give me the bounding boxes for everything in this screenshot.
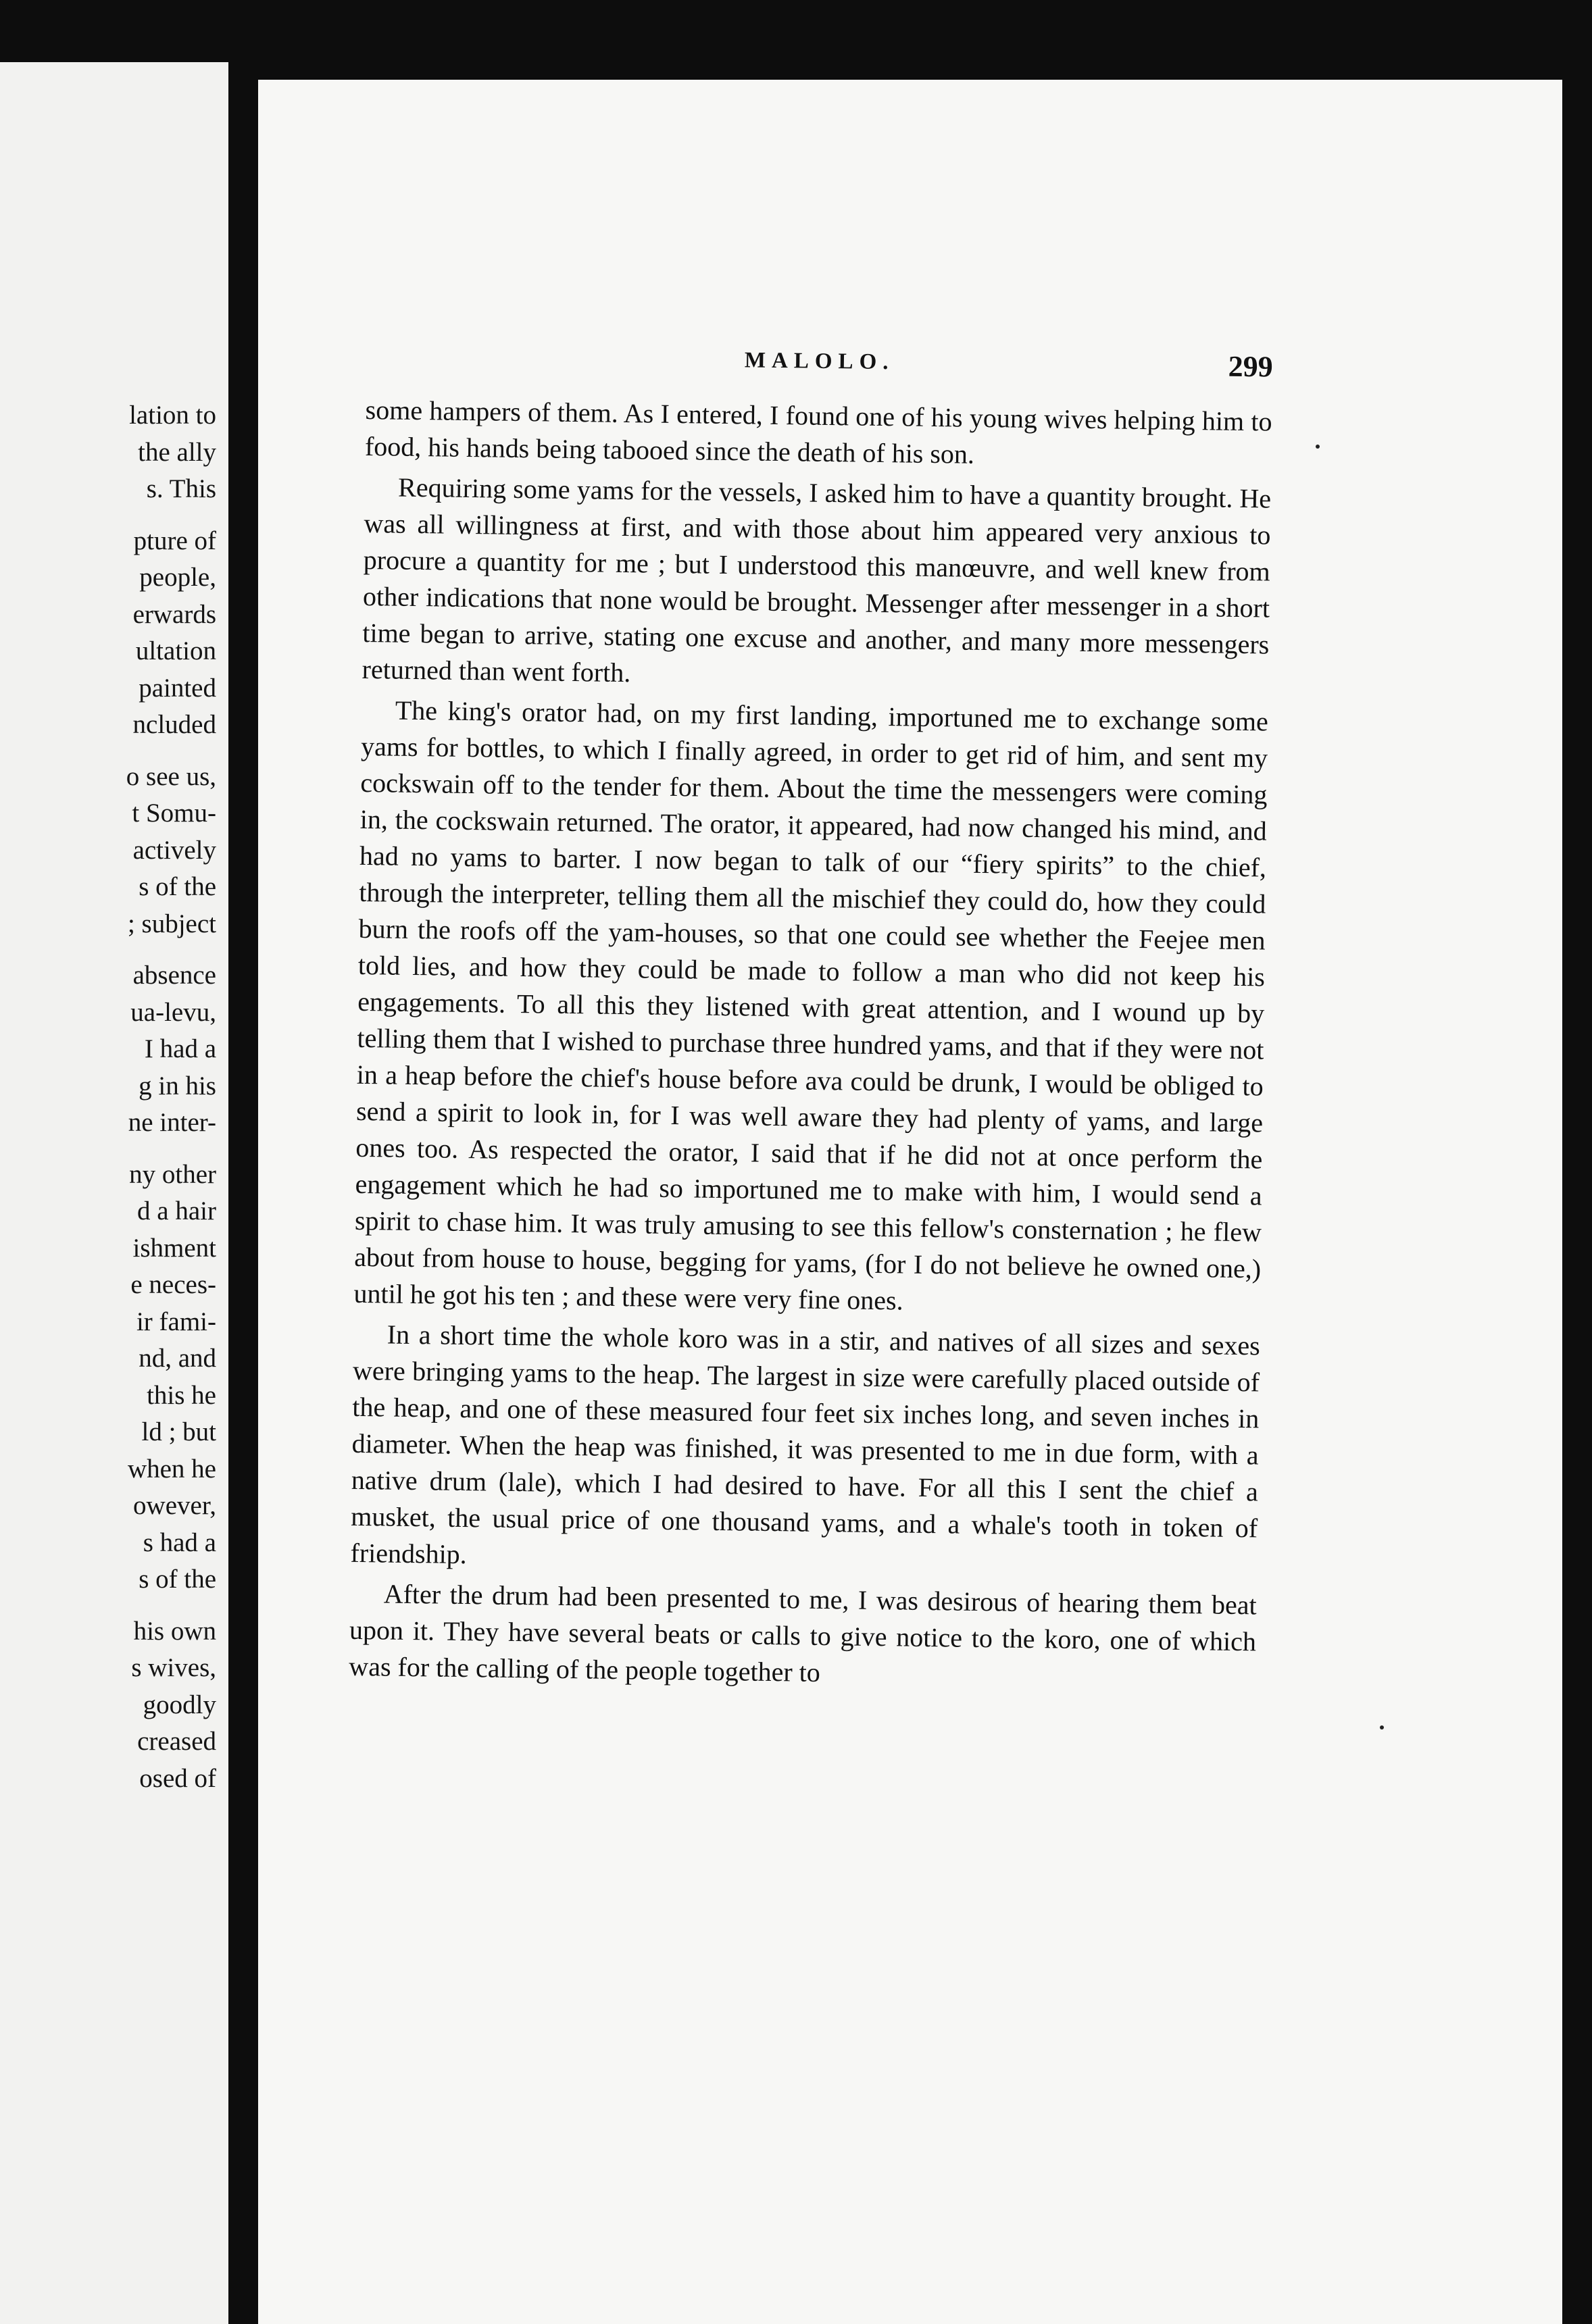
paragraph: some hampers of them. As I entered, I found one of his young wives helping him to food, his hands being tabooed since the death of his son. [364,394,1272,470]
left-line: when he [127,1454,216,1484]
left-line: ishment [132,1233,216,1263]
left-line: ; subject [127,909,216,938]
left-line: nd, and [139,1344,216,1373]
left-line: pture of [133,526,216,555]
left-line: s wives, [131,1653,216,1682]
left-line: s. This [146,474,216,503]
running-title: MALOLO. [744,348,895,375]
left-line: erwards [132,599,216,629]
left-line: ld ; but [141,1417,216,1446]
left-line: the ally [138,437,216,467]
left-line: e neces- [130,1270,216,1299]
right-page [258,80,1562,2324]
left-line: osed of [139,1763,216,1793]
left-line: lation to [129,401,216,430]
left-line: s of the [139,872,216,901]
left-line: s had a [143,1527,216,1557]
stray-ink-dot [1380,1725,1384,1729]
left-line: I had a [144,1034,216,1063]
left-page-fragment [0,62,228,2324]
left-line: d a hair [137,1196,216,1226]
left-line: goodly [143,1690,216,1719]
left-line: creased [137,1727,216,1756]
left-line: ultation [135,636,216,665]
left-line: t Somu- [132,799,216,828]
left-line: painted [139,673,216,703]
paragraph: In a short time the whole koro was in a stir, and natives of all sizes and sexes were bringing yams to the heap. The largest in size were carefully placed outside of the heap, and one of these measured four feet six inches long, and seven inches in diameter. When the heap was finished, it was presented to me in due form, with a native drum (lale), which I had desired to have. For all this I sent the chief a musket, the usual price of one thousand yams, and a whale's tooth in token of friendship. [350,1319,1260,1570]
left-page-text [0,397,216,1797]
left-line: ncluded [132,710,216,739]
page-body [349,343,1273,1700]
paragraph: Requiring some yams for the vessels, I asked him to have a quantity brought. He was all willingness at first, and with those about him appeared very anxious to procure a quantity for me ; but I understood this manœuvre, and well knew from other indications that none would be brought. Messenger after messenger in a short time began to arrive, stating one excuse and another, and many more messengers returned than went forth. [362,472,1272,688]
left-line: s of the [139,1565,216,1594]
left-line: people, [139,563,216,592]
left-line: g in his [139,1071,216,1101]
left-line: ua-levu, [130,997,216,1027]
left-line: absence [132,961,216,990]
left-line: ne inter- [128,1108,216,1137]
paragraph: After the drum had been presented to me, I was desirous of hearing them beat upon it. They have several beats or calls to give notice to the koro, one of which was for the calling of the people together to [349,1578,1257,1688]
page-number: 299 [1228,349,1273,384]
left-line: owever, [133,1491,216,1520]
left-line: ny other [129,1159,216,1189]
left-line: this he [147,1380,216,1410]
left-line: his own [133,1616,216,1646]
left-line: o see us, [126,761,216,791]
left-line: actively [132,835,216,865]
paragraph: The king's orator had, on my first landing, importuned me to exchange some yams for bottles, to which I finally agreed, in order to get rid of him, and sent my cockswain off to the tender for them. About the time the messengers were coming in, the cockswain returned. The orator, it appeared, had now changed his mind, and had no yams to barter. I now began to talk of our “fiery spirits” to the chief, through the interpreter, telling them all the mischief they could do, how they could burn the roofs off the yam-houses, so that one could see whether the Feejee men told lies, and how they could be made to follow a man who did not keep his engagements. To all this they listened with great attention, and I wound up by telling them that I wished to purchase three hundred yams, and that if they were not in a heap before the chief's house before ava could be drunk, I would be obliged to send a spirit to look in, for I was well aware they had plenty of yams, and large ones too. As respected the orator, I said that if he did not at once perform the engagement which he had so importuned me to make with him, I would send a spirit to chase him. It was truly amusing to see this fellow's consternation ; he flew about from house to house, begging for yams, (for I do not believe he owned one,) until he got his ten ; and these were very fine ones. [353,694,1269,1316]
left-line: ir fami- [136,1307,216,1336]
stray-ink-dot [1316,445,1320,449]
